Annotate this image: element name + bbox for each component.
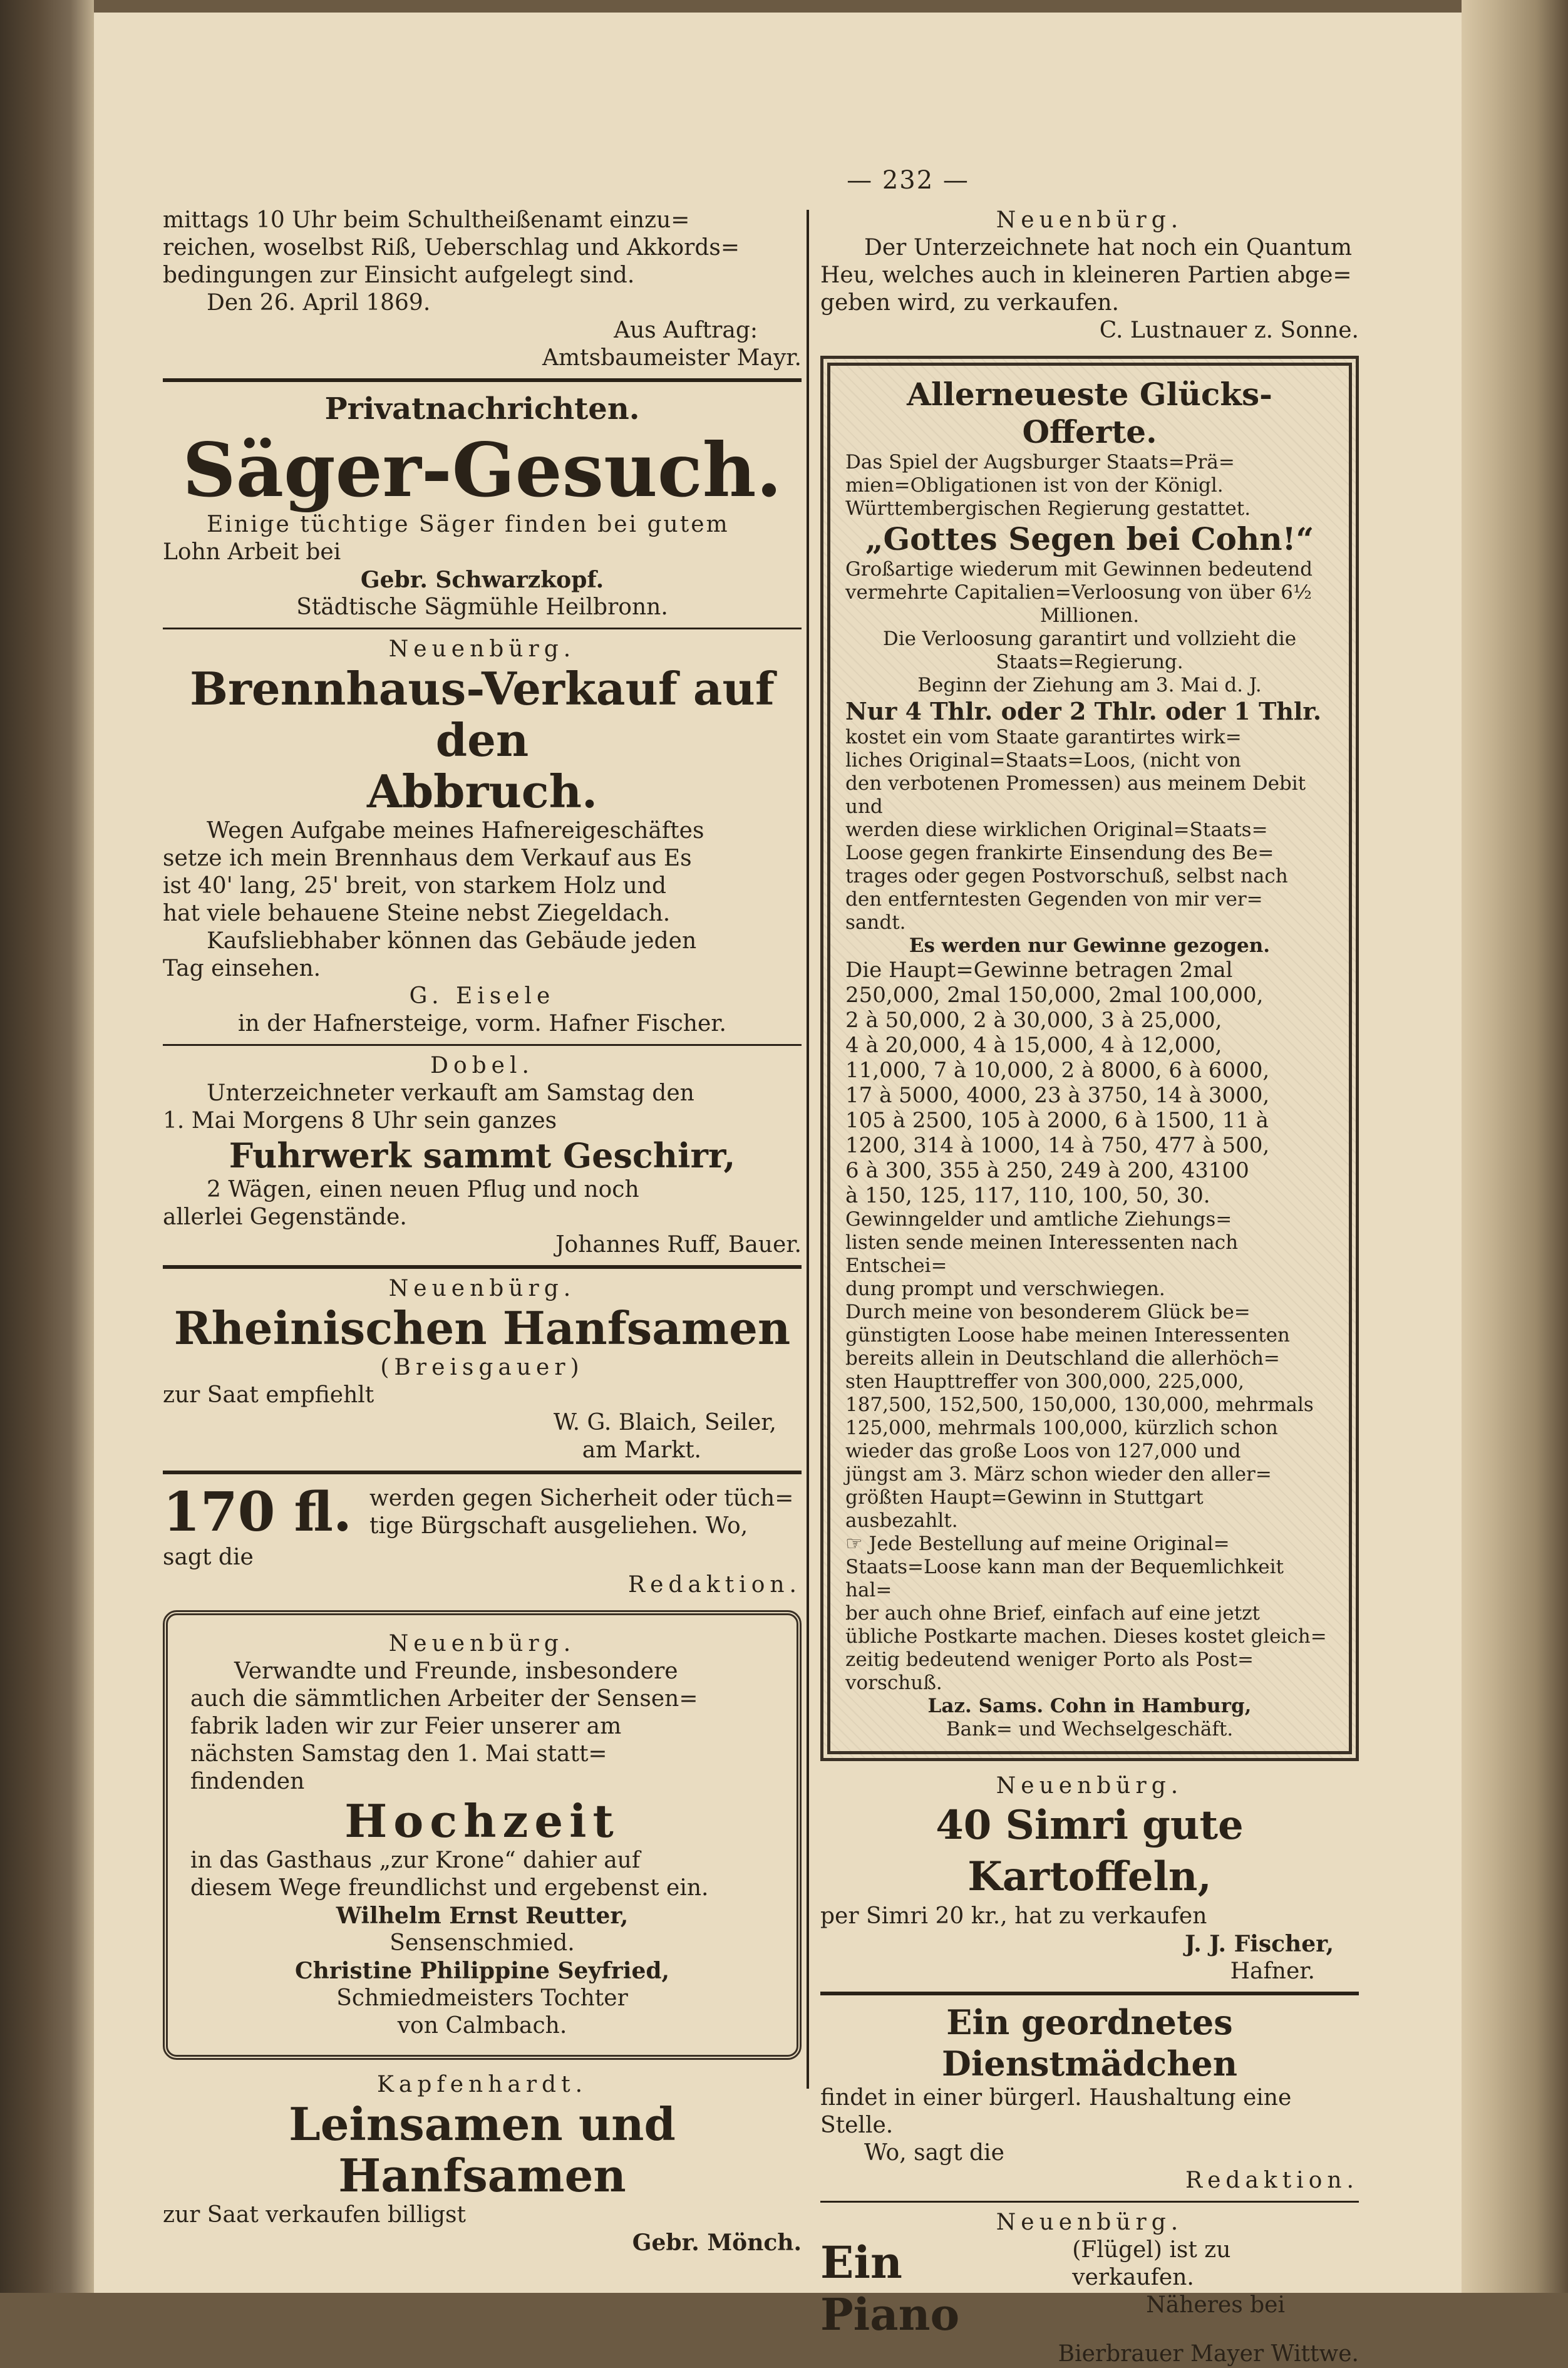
text-line: Gewinngelder und amtliche Ziehungs= — [845, 1208, 1232, 1231]
page-number: — 232 — — [847, 166, 969, 195]
lein-title: Leinsamen und Hanfsamen — [289, 2097, 676, 2202]
ad-rule — [820, 1992, 1359, 1995]
text-line: Verwandte und Freunde, insbesondere — [234, 1658, 678, 1684]
text-line: Loose gegen frankirte Einsendung des Be= — [845, 842, 1274, 864]
ad-rule — [163, 1044, 802, 1046]
text-line: setze ich mein Brennhaus dem Verkauf aus Es — [163, 845, 692, 871]
saeger-firm: Gebr. Schwarzkopf. — [360, 567, 604, 593]
saeger-place: Städtische Sägmühle Heilbronn. — [296, 594, 668, 620]
text-line: sten Haupttreffer von 300,000, 225,000, — [845, 1370, 1244, 1393]
text-line: trages oder gegen Postvorschuß, selbst nach — [845, 865, 1288, 887]
text-line: geben wird, zu verkaufen. — [820, 290, 1119, 316]
text-line: größten Haupt=Gewinn in Stuttgart — [845, 1486, 1204, 1509]
text-line: zeitig bedeutend weniger Porto als Post= — [845, 1648, 1254, 1671]
brennhaus-place: Neuenbürg. — [388, 636, 576, 662]
text-line: Wegen Aufgabe meines Hafnereigeschäftes — [207, 818, 704, 844]
text-line: in das Gasthaus „zur Krone“ dahier auf — [190, 1848, 641, 1873]
heu-signer: C. Lustnauer z. Sonne. — [1099, 318, 1359, 343]
kart-body: per Simri 20 kr., hat zu verkaufen — [820, 1903, 1207, 1929]
text-line: à 150, 125, 117, 110, 100, 50, 30. — [845, 1183, 1210, 1208]
text-line: werden gegen Sicherheit oder tüch= — [369, 1485, 794, 1511]
text-line: 11,000, 7 à 10,000, 2 à 8000, 6 à 6000, — [845, 1058, 1270, 1083]
wedding-announcement — [163, 1610, 802, 2060]
text-line: ausbezahlt. — [845, 1509, 958, 1532]
hanf-signer: W. G. Blaich, Seiler, — [553, 1410, 776, 1435]
text-line: 125,000, mehrmals 100,000, kürzlich schon — [845, 1417, 1278, 1439]
lein-place: Kapfenhardt. — [376, 2072, 588, 2097]
text-line: (Flügel) ist zu verkaufen. — [1072, 2237, 1231, 2290]
wedding-groom-job: Sensenschmied. — [389, 1930, 575, 1956]
text-line: Einige tüchtige Säger finden bei gutem — [207, 512, 730, 537]
text-line: Die Haupt=Gewinne betragen 2mal — [845, 958, 1233, 983]
text-line — [845, 1533, 1334, 1556]
text-line: ist 40' lang, 25' breit, von starkem Holz und — [163, 873, 667, 899]
dienst-body: findet in einer bürgerl. Haushaltung eine Stelle. — [820, 2085, 1292, 2138]
brennhaus-title: Brennhaus-Verkauf auf den — [190, 662, 775, 767]
ad-rule — [163, 1471, 802, 1474]
intro-auftrag: Aus Auftrag: — [614, 318, 758, 343]
wedding-bride-desc: Schmiedmeisters Tochter — [336, 1985, 628, 2011]
wedding-bride: Christine Philippine Seyfried, — [294, 1958, 670, 1984]
ad-rule — [820, 2201, 1359, 2203]
kart-signer: J. J. Fischer, — [1185, 1931, 1334, 1957]
text-line: 6 à 300, 355 à 250, 249 à 200, 43100 — [845, 1158, 1249, 1183]
wedding-place: Neuenbürg. — [388, 1631, 576, 1657]
kart-title: 40 Simri gute Kartoffeln, — [936, 1802, 1244, 1900]
hanf-title: Rheinischen Hanfsamen — [173, 1301, 791, 1355]
text-line: fabrik laden wir zur Feier unserer am — [190, 1714, 622, 1739]
text-line: reichen, woselbst Riß, Ueberschlag und Akkords= — [163, 235, 740, 261]
intro-text — [163, 207, 802, 372]
text-line: günstigten Loose habe meinen Interessenten — [845, 1324, 1290, 1347]
text-line: Tag einsehen. — [163, 956, 321, 981]
text-line: Staats=Loose kann man der Bequemlichkeit hal= — [845, 1556, 1284, 1601]
dobel-signer: Johannes Ruff, Bauer. — [555, 1232, 802, 1258]
brennhaus-title-2: Abbruch. — [366, 765, 598, 818]
column-divider — [807, 210, 809, 2089]
text-line: Millionen. — [1039, 604, 1140, 627]
kart-place: Neuenbürg. — [996, 1773, 1184, 1799]
wedding-title: Hochzeit — [344, 1794, 620, 1848]
text-line: liches Original=Staats=Loos, (nicht von — [845, 749, 1241, 772]
section-rule — [163, 378, 802, 382]
dobel-title: Fuhrwerk sammt Geschirr, — [229, 1135, 736, 1176]
intro-date: Den 26. April 1869. — [207, 290, 431, 316]
text-line: 250,000, 2mal 150,000, 2mal 100,000, — [845, 983, 1264, 1008]
text-line: wieder das große Loos von 127,000 und — [845, 1440, 1241, 1462]
text-line: 4 à 20,000, 4 à 15,000, 4 à 12,000, — [845, 1033, 1222, 1058]
piano-signer: Bierbrauer Mayer Wittwe. — [1058, 2341, 1359, 2367]
text-line: vorschuß. — [845, 1672, 942, 1694]
pointing-hand-icon: ☞ — [845, 1533, 869, 1555]
offer-signer: Laz. Sams. Cohn in Hamburg, — [927, 1695, 1252, 1717]
offer-title: Allerneueste Glücks-Offerte. — [907, 376, 1272, 450]
intro-signer: Amtsbaumeister Mayr. — [542, 345, 802, 371]
dienst-signer: Redaktion. — [1185, 2168, 1359, 2193]
text-line: Kaufsliebhaber können das Gebäude jeden — [207, 928, 697, 954]
text-line: bereits allein in Deutschland die allerhöch= — [845, 1347, 1280, 1370]
text-line: 1200, 314 à 1000, 14 à 750, 477 à 500, — [845, 1133, 1270, 1158]
loan-ad — [163, 1481, 802, 1544]
offer-motto: „Gottes Segen bei Cohn!“ — [865, 520, 1314, 557]
ad-rule — [163, 1265, 802, 1269]
text-line: kostet ein vom Staate garantirtes wirk= — [845, 726, 1242, 748]
loan-amount: 170 fl. — [163, 1481, 352, 1544]
kart-signer-2: Hafner. — [1230, 1958, 1315, 1984]
text-line: Württembergischen Regierung gestattet. — [845, 497, 1251, 520]
text-line: 17 à 5000, 4000, 23 à 3750, 14 à 3000, — [845, 1083, 1270, 1108]
text-line: den verbotenen Promessen) aus meinem Debit und — [845, 772, 1306, 818]
text-line: tige Bürgschaft ausgeliehen. Wo, — [369, 1512, 748, 1539]
text-line: den entferntesten Gegenden von mir ver= — [845, 888, 1263, 911]
text-line: mien=Obligationen ist von der Königl. — [845, 474, 1224, 497]
text-line: dung prompt und verschwiegen. — [845, 1278, 1165, 1300]
lein-signer: Gebr. Mönch. — [632, 2230, 802, 2256]
text-line: Das Spiel der Augsburger Staats=Prä= — [845, 451, 1235, 473]
hanf-signer-2: am Markt. — [582, 1437, 701, 1463]
text-line: vermehrte Capitalien=Verloosung von über 6½ — [845, 581, 1312, 604]
book-binding-edge — [0, 0, 94, 2293]
text-line: Der Unterzeichnete hat noch ein Quantum — [864, 235, 1352, 261]
text-line: Die Verloosung garantirt und vollzieht die — [882, 628, 1297, 650]
loan-signer: Redaktion. — [627, 1572, 802, 1598]
lottery-offer-box — [820, 356, 1359, 1761]
text-line: Heu, welches auch in kleineren Partien abge= — [820, 262, 1352, 288]
heu-place: Neuenbürg. — [996, 207, 1184, 233]
text-line: listen sende meinen Interessenten nach Entschei= — [845, 1231, 1239, 1277]
lein-body: zur Saat verkaufen billigst — [163, 2202, 466, 2228]
dienst-body-2: Wo, sagt die — [864, 2140, 1004, 2166]
text-line: sandt. — [845, 911, 906, 934]
brennhaus-name: G. Eisele — [409, 983, 555, 1009]
text-line: Lohn Arbeit bei — [163, 539, 341, 565]
facing-page-edge — [1462, 0, 1568, 2293]
text-line: Durch meine von besonderem Glück be= — [845, 1301, 1251, 1323]
text-line: Näheres bei — [1146, 2292, 1285, 2318]
text-line: 187,500, 152,500, 150,000, 130,000, mehrmals — [845, 1393, 1314, 1416]
dobel-place: Dobel. — [430, 1053, 534, 1078]
text-line: Großartige wiederum mit Gewinnen bedeutend — [845, 558, 1313, 581]
text-line: mittags 10 Uhr beim Schultheißenamt einzu= — [163, 207, 690, 233]
hanf-sub: (Breisgauer) — [380, 1355, 584, 1380]
ad-rule — [163, 628, 802, 629]
text-line: hat viele behauene Steine nebst Ziegeldach. — [163, 901, 671, 926]
offer-price: Nur 4 Thlr. oder 2 Thlr. oder 1 Thlr. — [845, 697, 1322, 725]
hanf-place: Neuenbürg. — [388, 1276, 576, 1301]
piano-ad — [820, 2236, 1359, 2340]
wedding-bride-from: von Calmbach. — [397, 2013, 567, 2039]
brennhaus-addr: in der Hafnersteige, vorm. Hafner Fischer. — [238, 1011, 726, 1037]
text-line: jüngst am 3. März schon wieder den aller= — [845, 1463, 1272, 1486]
text-line: Unterzeichneter verkauft am Samstag den — [207, 1080, 694, 1106]
wedding-groom: Wilhelm Ernst Reutter, — [336, 1903, 629, 1929]
text-line: nächsten Samstag den 1. Mai statt= — [190, 1741, 607, 1767]
saeger-title: Säger-Gesuch. — [182, 427, 782, 514]
text-line: diesem Wege freundlichst und ergebenst ein. — [190, 1875, 709, 1901]
text-line: bedingungen zur Einsicht aufgelegt sind. — [163, 262, 635, 288]
text-line-content: Jede Bestellung auf meine Original= — [869, 1533, 1230, 1555]
text-line: werden diese wirklichen Original=Staats= — [845, 819, 1268, 841]
right-column — [820, 207, 1359, 2368]
text-line: 2 à 50,000, 2 à 30,000, 3 à 25,000, — [845, 1008, 1222, 1033]
piano-title: Ein Piano — [820, 2236, 960, 2340]
text-line: sagt die — [163, 1544, 254, 1570]
section-title: Privatnachrichten. — [324, 391, 640, 427]
text-line: 2 Wägen, einen neuen Pflug und noch — [207, 1177, 639, 1202]
offer-only-wins: Es werden nur Gewinne gezogen. — [909, 934, 1271, 957]
left-column — [163, 207, 802, 2257]
hanf-body: zur Saat empfiehlt — [163, 1382, 374, 1408]
dienst-title: Ein geordnetes Dienstmädchen — [942, 2002, 1237, 2084]
text-line: 1. Mai Morgens 8 Uhr sein ganzes — [163, 1108, 557, 1134]
text-line: allerlei Gegenstände. — [163, 1204, 407, 1230]
text-line: Beginn der Ziehung am 3. Mai d. J. — [917, 674, 1262, 696]
text-line: auch die sämmtlichen Arbeiter der Sensen= — [190, 1686, 698, 1712]
text-line: übliche Postkarte machen. Dieses kostet gleich= — [845, 1625, 1327, 1648]
text-line: 105 à 2500, 105 à 2000, 6 à 1500, 11 à — [845, 1108, 1269, 1133]
offer-signer-2: Bank= und Wechselgeschäft. — [946, 1718, 1234, 1740]
text-line: Staats=Regierung. — [996, 651, 1184, 673]
piano-place: Neuenbürg. — [996, 2210, 1184, 2235]
text-line: ber auch ohne Brief, einfach auf eine jetzt — [845, 1602, 1260, 1625]
text-line: findenden — [190, 1769, 305, 1794]
